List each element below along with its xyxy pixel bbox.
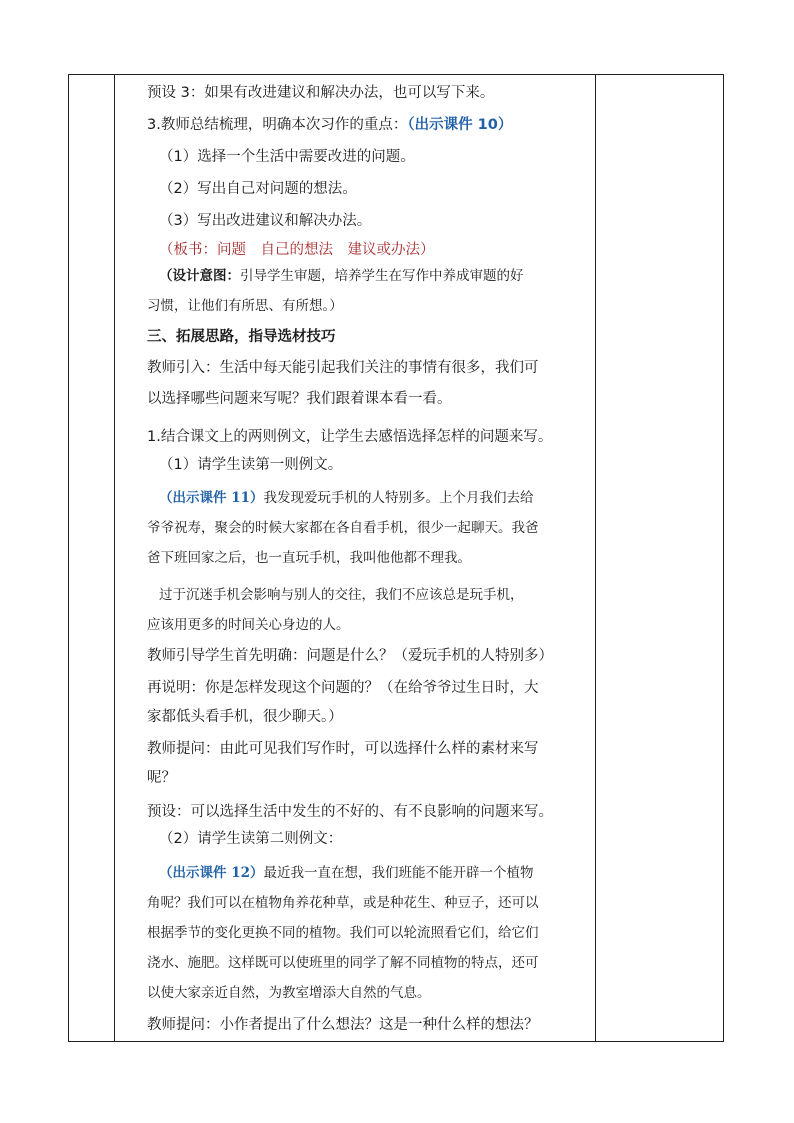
example-1-line-4: 过于沉迷手机会影响与别人的交往，我们不应该总是玩手机， — [159, 587, 524, 603]
design-intent-line-1 — [159, 266, 524, 286]
explain-line-1: 再说明：你是怎样发现这个问题的？（在给爷爷过生日时，大 — [147, 680, 539, 696]
teacher-guide-line: 教师引导学生首先明确：问题是什么？（爱玩手机的人特别多） — [147, 648, 553, 664]
point-3-line: （3）写出改进建议和解决办法。 — [159, 213, 372, 229]
preset-3-line: 预设 3：如果有改进建议和解决办法，也可以写下来。 — [147, 85, 495, 101]
teacher-question-line-1: 教师提问：由此可见我们写作时，可以选择什么样的素材来写 — [147, 741, 539, 757]
example-1-line-1 — [159, 488, 534, 508]
example-2-text-1: 最近我一直在想，我们班能不能开辟一个植物 — [263, 865, 534, 881]
example-2-line-1 — [159, 863, 534, 883]
section-3-heading: 三、拓展思路，指导选材技巧 — [147, 329, 336, 345]
example-1-line-5: 应该用更多的时间关心身边的人。 — [147, 617, 350, 633]
teacher-question-2-line: 教师提问：小作者提出了什么想法？这是一种什么样的想法？ — [147, 1017, 539, 1033]
read-example-1-line: （1）请学生读第一则例文。 — [159, 457, 343, 473]
read-example-2-line: （2）请学生读第二则例文： — [159, 831, 343, 847]
teacher-intro-line-2: 以选择哪些问题来写呢？我们跟着课本看一看。 — [147, 391, 452, 407]
lesson-plan-table — [68, 74, 724, 1042]
step-3-text: 3.教师总结梳理，明确本次习作的重点： — [147, 117, 408, 133]
example-2-line-3: 根据季节的变化更换不同的植物。我们可以轮流照看它们，给它们 — [147, 925, 539, 941]
step-3-line — [147, 115, 512, 135]
design-intent-line-2: 习惯，让他们有所思、有所想。） — [147, 298, 343, 314]
step-1-line: 1.结合课文上的两则例文，让学生去感悟选择怎样的问题来写。 — [147, 429, 553, 445]
courseware-tag-11: （出示课件 11） — [159, 490, 264, 506]
teacher-question-line-2: 呢？ — [147, 770, 176, 786]
blackboard-note: （板书：问题 自己的想法 建议或办法） — [159, 242, 435, 258]
preset-line: 预设：可以选择生活中发生的不好的、有不良影响的问题来写。 — [147, 804, 553, 820]
courseware-tag-12: （出示课件 12） — [159, 865, 264, 881]
example-2-line-5: 以使大家亲近自然，为教室增添大自然的气息。 — [147, 985, 431, 1001]
explain-line-2: 家都低头看手机，很少聊天。） — [147, 709, 343, 725]
design-intent-label: （设计意图： — [159, 268, 240, 284]
right-column — [595, 75, 723, 1041]
lesson-content-cell — [115, 75, 597, 1041]
design-intent-text: 引导学生审题，培养学生在写作中养成审题的好 — [240, 268, 524, 284]
point-2-line: （2）写出自己对问题的想法。 — [159, 181, 357, 197]
example-1-line-2: 爷爷祝寿，聚会的时候大家都在各自看手机，很少一起聊天。我爸 — [147, 520, 539, 536]
left-column — [69, 75, 115, 1041]
courseware-tag-10: （出示课件 10） — [407, 117, 513, 133]
example-1-text-1: 我发现爱玩手机的人特别多。上个月我们去给 — [263, 490, 534, 506]
example-2-line-4: 浇水、施肥。这样既可以使班里的同学了解不同植物的特点，还可 — [147, 955, 539, 971]
point-1-line: （1）选择一个生活中需要改进的问题。 — [159, 149, 415, 165]
example-2-line-2: 角呢？我们可以在植物角养花种草，或是种花生、种豆子，还可以 — [147, 895, 539, 911]
example-1-line-3: 爸下班回家之后，也一直玩手机，我叫他他都不理我。 — [147, 550, 471, 566]
teacher-intro-line-1: 教师引入：生活中每天能引起我们关注的事情有很多，我们可 — [147, 360, 539, 376]
